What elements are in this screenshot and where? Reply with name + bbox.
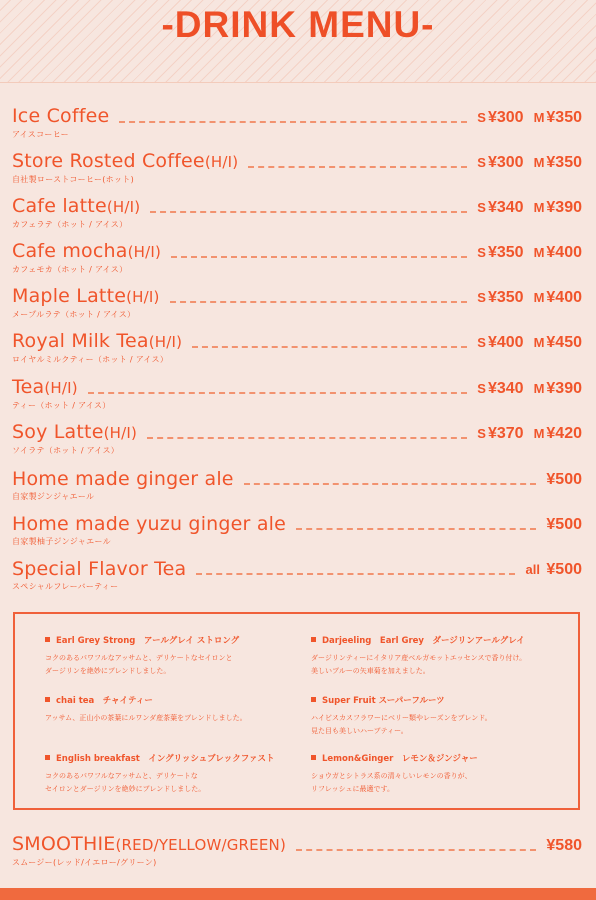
square-bullet-icon [311,637,316,642]
item-price: ¥580 [546,837,582,854]
item-price: S ¥300 M ¥350 [477,154,582,171]
tea-description: ダージリンティーにイタリア産ベルガモットエッセンスで香り付け。 美しいブルーの矢車菊を加えました。 [311,654,527,675]
dotted-leader [196,572,515,575]
item-name: Cafe mocha(H/I) [12,240,162,262]
item-name: Ice Coffee [12,105,110,127]
item-name: Store Rosted Coffee(H/I) [12,150,239,172]
item-japanese-name: カフェモカ（ホット / アイス） [12,265,128,274]
menu-item [12,192,582,232]
item-price: S ¥340 M ¥390 [477,380,582,397]
tea-title: Lemon&Ginger レモン＆ジンジャー [311,752,571,764]
item-name: Maple Latte(H/I) [12,285,160,307]
square-bullet-icon [45,755,50,760]
item-name: SMOOTHIE(RED/YELLOW/GREEN) [12,833,287,855]
item-japanese-name: ティー（ホット / アイス） [12,401,111,410]
tea-entry [45,752,305,796]
square-bullet-icon [45,697,50,702]
item-price: S ¥340 M ¥390 [477,199,582,216]
item-price: S ¥300 M ¥350 [477,109,582,126]
dotted-leader [248,165,467,168]
item-japanese-name: アイスコーヒー [12,130,69,139]
item-japanese-name: 自家製柚子ジンジャエール [12,537,111,546]
menu-item [12,237,582,277]
tea-description: コクのあるパワフルなアッサムと、デリケートなセイロンと ダージリンを絶妙にブレンドしました。 [45,654,233,675]
tea-title: English breakfast イングリッシュブレックファスト [45,752,305,764]
item-price: ¥500 [546,471,582,488]
tea-description: ショウガとシトラス系の清々しいレモンの香りが、 リフレッシュに最適です。 [311,772,472,793]
menu-item [12,327,582,367]
item-price: S ¥370 M ¥420 [477,425,582,442]
item-name: Tea(H/I) [12,376,78,398]
tea-title: Super Fruit スーパーフルーツ [311,694,571,706]
tea-entry [311,634,571,678]
tea-title: chai tea チャイティー [45,694,305,706]
item-price: S ¥350 M ¥400 [477,289,582,306]
item-price: ¥500 [546,516,582,533]
square-bullet-icon [311,755,316,760]
item-japanese-name: 自社製ローストコーヒー(ホット) [12,175,135,184]
tea-title: Earl Grey Strong アールグレイ ストロング [45,634,305,646]
item-name: Soy Latte(H/I) [12,421,138,443]
dotted-leader [244,482,537,485]
item-japanese-name: カフェラテ（ホット / アイス） [12,220,128,229]
item-price: S ¥350 M ¥400 [477,244,582,261]
item-japanese-name: スペシャルフレーバーティー [12,582,119,591]
menu-item [12,464,582,504]
item-japanese-name: ロイヤルミルクティー（ホット / アイス） [12,355,169,364]
menu-item [12,102,582,142]
dotted-leader [171,255,467,258]
tea-entry [45,634,305,678]
square-bullet-icon [311,697,316,702]
page-title: -DRINK MENU- [161,4,435,45]
item-name: Special Flavor Tea [12,558,187,580]
tea-description: コクのあるパワフルなアッサムと、デリケートな セイロンとダージリンを絶妙にブレンドしました。 [45,772,206,793]
item-japanese-name: 自家製ジンジャエール [12,492,95,501]
menu-item [12,418,582,458]
item-japanese-name: スムージー(レッド/イエロー/グリーン) [12,858,157,867]
dotted-leader [150,210,467,213]
tea-entry [311,694,571,738]
tea-entry [311,752,571,796]
menu-item [12,147,582,187]
menu-item [12,509,582,549]
item-japanese-name: メープルラテ（ホット / アイス） [12,310,136,319]
dotted-leader [88,391,468,394]
item-name: Home made yuzu ginger ale [12,513,287,535]
menu-item [12,373,582,413]
bottom-bar [0,888,596,900]
menu-item [12,554,582,594]
item-japanese-name: ソイラテ（ホット / アイス） [12,446,120,455]
tea-title: Darjeeling Earl Grey ダージリンアールグレイ [311,634,571,646]
item-name: Royal Milk Tea(H/I) [12,330,183,352]
tea-description: アッサム、正山小の茶葉にルワンダ産茶葉をブレンドしました。 [45,714,247,722]
dotted-leader [170,300,468,303]
tea-entry [45,694,305,725]
dotted-leader [296,848,536,851]
tea-description: ハイビスカスフラワーにベリー類やレーズンをブレンド。 見た目も美しいハーブティー。 [311,714,492,735]
item-price: S ¥400 M ¥450 [477,334,582,351]
item-name: Cafe latte(H/I) [12,195,141,217]
dotted-leader [192,345,467,348]
dotted-leader [119,120,467,123]
menu-item [12,282,582,322]
item-name: Home made ginger ale [12,468,234,490]
item-price: all ¥500 [525,561,582,578]
flavor-tea-box [13,612,580,810]
square-bullet-icon [45,637,50,642]
menu-item-smoothie [12,830,582,870]
dotted-leader [296,527,536,530]
dotted-leader [147,436,467,439]
